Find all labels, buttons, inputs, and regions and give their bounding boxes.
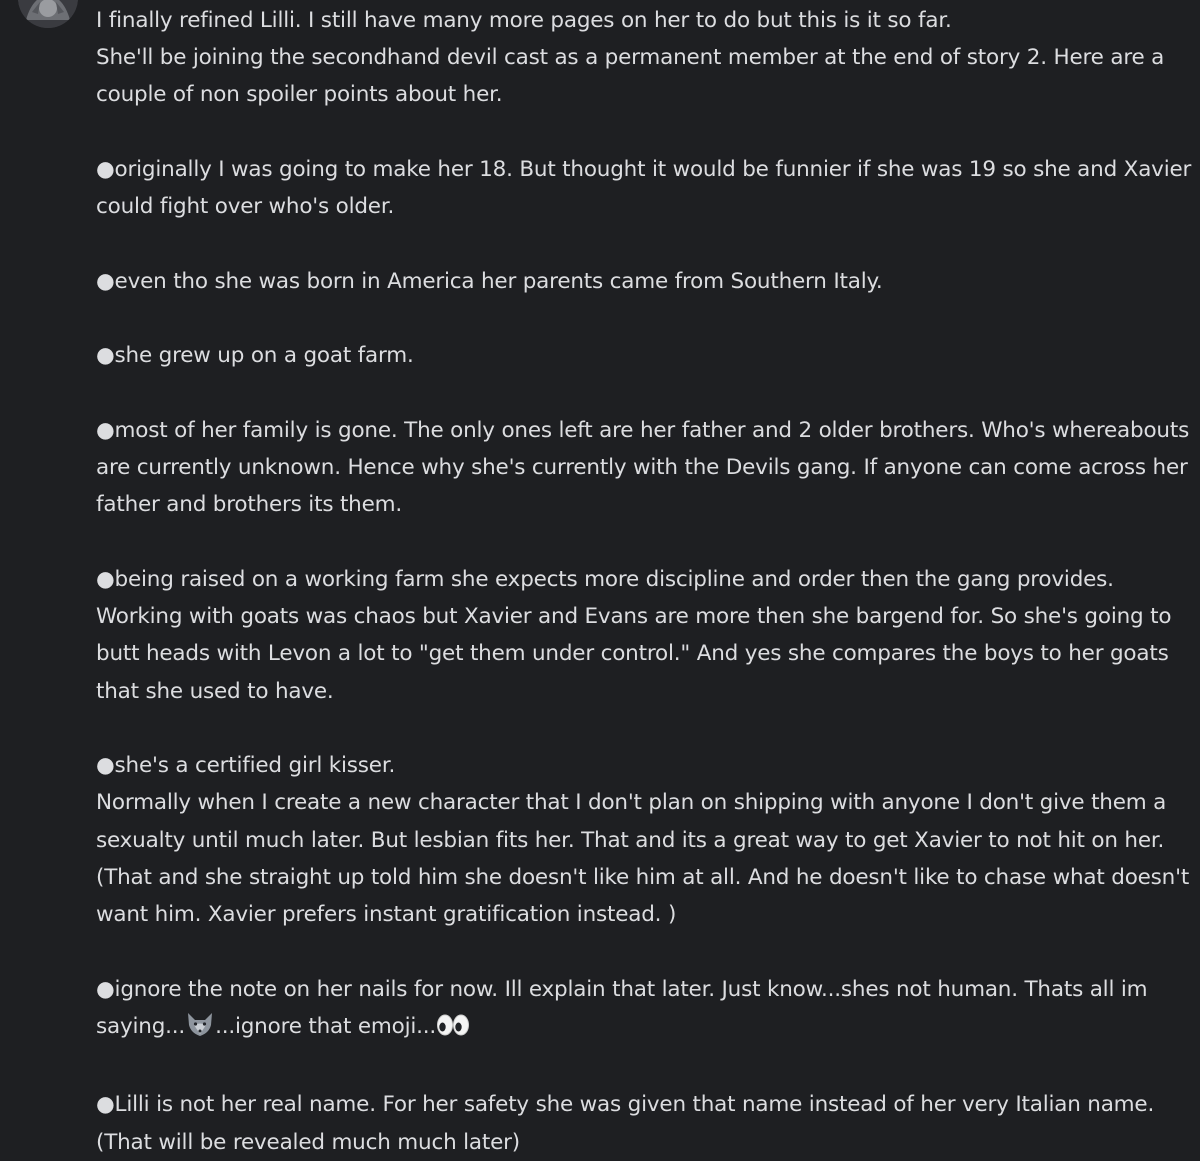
avatar-image-icon xyxy=(18,0,78,28)
eyes-emoji-icon xyxy=(436,1012,470,1049)
bullet-point-family: ●most of her family is gone. The only ones left are her father and 2 older brothers. Who's whereabouts are currently unknown. Hence why she's currently with the Devils gang. If anyone can come across her father and brothers its them. xyxy=(96,417,1190,518)
bullet-point-nails xyxy=(96,971,1192,1049)
message-line: I finally refined Lilli. I still have many more pages on her to do but this is it so far. xyxy=(96,8,952,33)
bullet-point-goat-farm: ●she grew up on a goat farm. xyxy=(96,343,414,369)
user-avatar[interactable] xyxy=(18,0,78,28)
message-line: She'll be joining the secondhand devil cast as a permanent member at the end of story 2. Here are a couple of non spoiler points about her. xyxy=(96,45,1165,108)
bullet-point-age: ●originally I was going to make her 18. But thought it would be funnier if she was 19 so she and Xavier could fight over who's older. xyxy=(96,157,1192,220)
bullet-point-heritage: ●even tho she was born in America her parents came from Southern Italy. xyxy=(96,268,883,294)
message-text: ●ignore the note on her nails for now. Ill explain that later. Just know...shes not human. Thats all im saying... xyxy=(96,976,1148,1039)
message-line: Normally when I create a new character that I don't plan on shipping with anyone I don't give them a sexualty until much later. But lesbian fits her. That and its a great way to get Xavier to not hit on her. (That and she straight up told him she doesn't like him at all. And he doesn't like to chase what doesn't want him. Xavier prefers instant gratification instead. ) xyxy=(96,790,1190,927)
bullet-point-kisser: ●she's a certified girl kisser. xyxy=(96,753,396,779)
bullet-point-real-name: ●Lilli is not her real name. For her safety she was given that name instead of her very Italian name. (That will be revealed much much later) xyxy=(96,1092,1155,1155)
message-content xyxy=(96,2,1192,1161)
wolf-emoji-icon xyxy=(185,1011,215,1049)
message-text: ...ignore that emoji... xyxy=(215,1013,437,1039)
bullet-point-discipline: ●being raised on a working farm she expects more discipline and order then the gang provides. Working with goats was chaos but Xavier and Evans are more then she bargend for. So she's going to butt heads with Levon a lot to "get them under control." And yes she compares the boys to her goats that she used to have. xyxy=(96,566,1172,704)
